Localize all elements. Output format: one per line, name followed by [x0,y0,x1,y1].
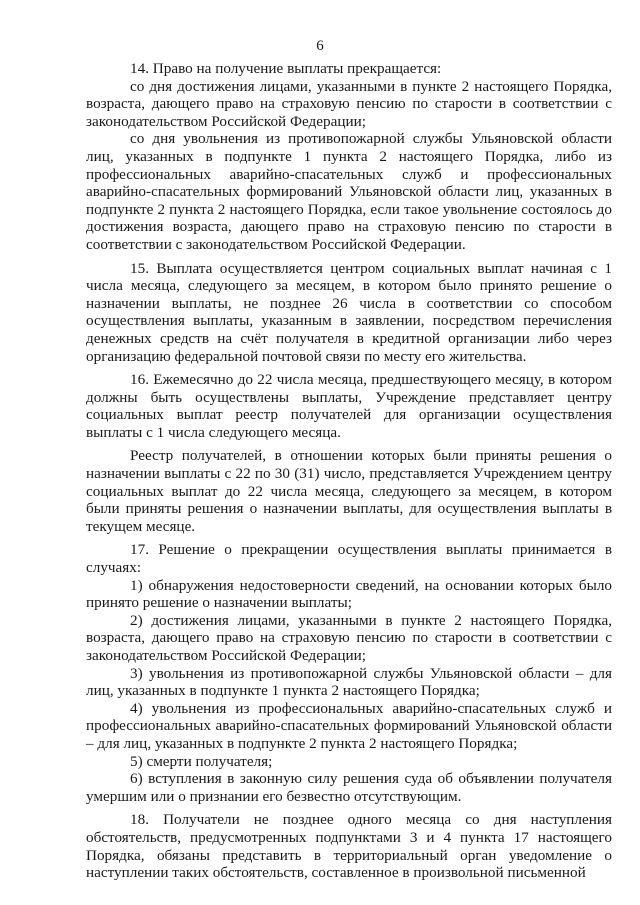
paragraph-16-registry: Реестр получателей, в отношении которых были приняты решения о назначении выплаты с 22 по 30 (31) число, представляется Учреждением центру социальных выплат до 22 числа месяца, следующего за месяцем, в котором были приняты решения о назначении выплаты, для осуществления выплаты в текущем месяце. [86,447,612,535]
paragraph-16: 16. Ежемесячно до 22 числа месяца, предшествующего месяцу, в котором должны быть осуществлены выплаты, Учреждение представляет центру социальных выплат реестр получателей для организации осуществления выплаты с 1 числа следующего месяца. [86,371,612,441]
paragraph-17-item-6: 6) вступления в законную силу решения суда об объявлении получателя умершим или о признании его безвестно отсутствующим. [86,770,612,805]
paragraph-17-item-1: 1) обнаружения недостоверности сведений, на основании которых было принято решение о назначении выплаты; [86,576,612,612]
paragraph-17-item-2: 2) достижения лицами, указанными в пункте 2 настоящего Порядка, возраста, дающего право на страховую пенсию по старости в соответствии с законодательством Российской Федерации; [86,611,612,664]
page-number: 6 [316,38,324,54]
paragraph-14-item-dismissal: со дня увольнения из противопожарной службы Ульяновской области лиц, указанных в подпункте 1 пункта 2 настоящего Порядка, либо из профессиональных аварийно-спасательных служб и профессиональных аварийно-спасательных формирований Ульяновской области лиц, указанных в подпункте 2 пункта 2 настоящего Порядка, если такое увольнение состоялось до достижения возраста, дающего право на страховую пенсию по старости в соответствии с законодательством Российской Федерации. [86,130,612,253]
paragraph-14-heading: 14. Право на получение выплаты прекращается: [130,60,442,77]
paragraph-17-item-5: 5) смерти получателя; [130,752,273,770]
paragraph-17-item-3: 3) увольнения из противопожарной службы Ульяновской области – для лиц, указанных в подпункте 1 пункта 2 настоящего Порядка; [86,664,612,700]
paragraph-18: 18. Получатели не позднее одного месяца со дня наступления обстоятельств, предусмотренных подпунктами 3 и 4 пункта 17 настоящего Порядка, обязаны представить в территориальный орган уведомление о наступлении таких обстоятельств, составленное в произвольной письменной [86,811,612,882]
paragraph-17-heading: 17. Решение о прекращении осуществления выплаты принимается в случаях: [86,541,612,577]
document-body [86,60,612,882]
paragraph-17-item-4: 4) увольнения из профессиональных аварийно-спасательных служб и профессиональных аварийно-спасательных формирований Ульяновской области – для лиц, указанных в подпункте 2 пункта 2 настоящего Порядка; [86,699,612,752]
paragraph-15: 15. Выплата осуществляется центром социальных выплат начиная с 1 числа месяца, следующего за месяцем, в котором было принято решение о назначении выплаты, не позднее 26 числа в соответствии со способом осуществления выплаты, указанным в заявлении, посредством перечисления денежных средств на счёт получателя в кредитной организации либо через организацию федеральной почтовой связи по месту его жительства. [86,259,612,365]
paragraph-14-item-age: со дня достижения лицами, указанными в пункте 2 настоящего Порядка, возраста, дающего право на страховую пенсию по старости в соответствии с законодательством Российской Федерации; [86,77,612,130]
